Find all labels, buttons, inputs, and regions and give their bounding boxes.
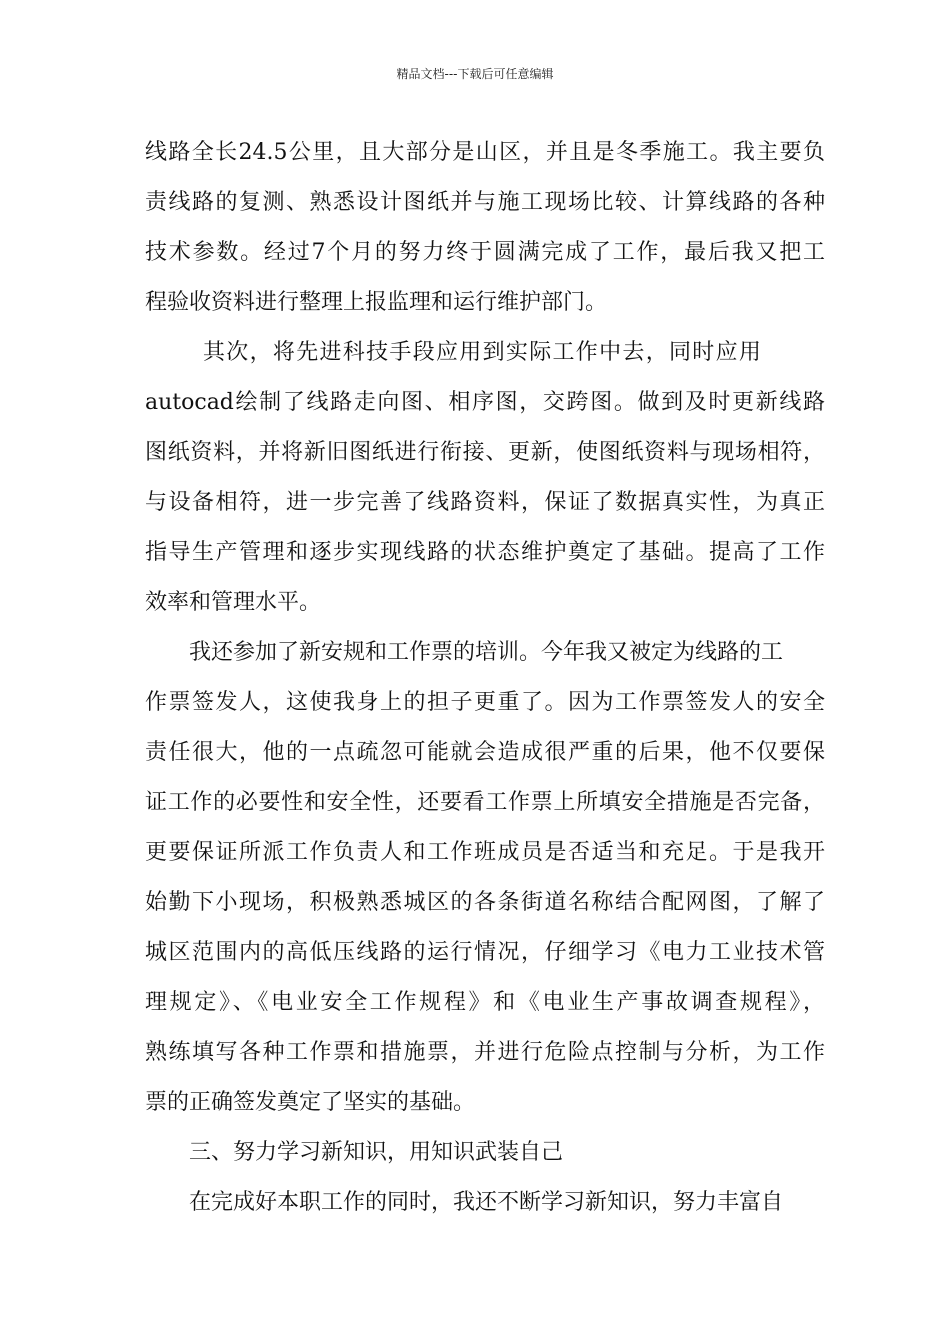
text-line: 我还参加了新安规和工作票的培训。今年我又被定为线路的工 [189, 640, 784, 665]
text-line: 程验收资料进行整理上报监理和运行维护部门。 [145, 290, 608, 315]
page-header: 精品文档---下载后可任意编辑 [396, 67, 554, 81]
text-line: 与设备相符，进一步完善了线路资料，保证了数据真实性，为真正 [145, 490, 825, 515]
text-line: 证工作的必要性和安全性，还要看工作票上所填安全措施是否完备， [145, 790, 825, 815]
text-line: 效率和管理水平。 [145, 590, 322, 615]
text-line: 责线路的复测、熟悉设计图纸并与施工现场比较、计算线路的各种 [145, 190, 825, 215]
text-line: 其次，将先进科技手段应用到实际工作中去，同时应用 [203, 340, 763, 365]
text-line: 熟练填写各种工作票和措施票，并进行危险点控制与分析，为工作 [145, 1040, 825, 1065]
section-heading: 三、努力学习新知识，用知识武装自己 [189, 1140, 564, 1165]
text-line: 票的正确签发奠定了坚实的基础。 [145, 1090, 476, 1115]
text-line: autocad绘制了线路走向图、相序图，交跨图。做到及时更新线路 [145, 390, 825, 415]
text-line: 图纸资料，并将新旧图纸进行衔接、更新，使图纸资料与现场相符， [145, 440, 825, 465]
text-line: 更要保证所派工作负责人和工作班成员是否适当和充足。于是我开 [145, 840, 825, 865]
text-line: 理规定》、《电业安全工作规程》和《电业生产事故调查规程》， [145, 990, 825, 1015]
text-line: 责任很大，他的一点疏忽可能就会造成很严重的后果，他不仅要保 [145, 740, 825, 765]
text-line: 指导生产管理和逐步实现线路的状态维护奠定了基础。提高了工作 [145, 540, 825, 565]
text-line: 技术参数。经过7个月的努力终于圆满完成了工作，最后我又把工 [145, 240, 825, 265]
text-line: 作票签发人，这使我身上的担子更重了。因为工作票签发人的安全 [145, 690, 825, 715]
text-line: 城区范围内的高低压线路的运行情况，仔细学习《电力工业技术管 [145, 940, 825, 965]
text-line: 始勤下小现场，积极熟悉城区的各条街道名称结合配网图，了解了 [145, 890, 825, 915]
text-line: 线路全长24.5公里，且大部分是山区，并且是冬季施工。我主要负 [145, 140, 825, 165]
document-body [145, 128, 825, 1228]
text-line: 在完成好本职工作的同时，我还不断学习新知识，努力丰富自 [189, 1190, 784, 1215]
